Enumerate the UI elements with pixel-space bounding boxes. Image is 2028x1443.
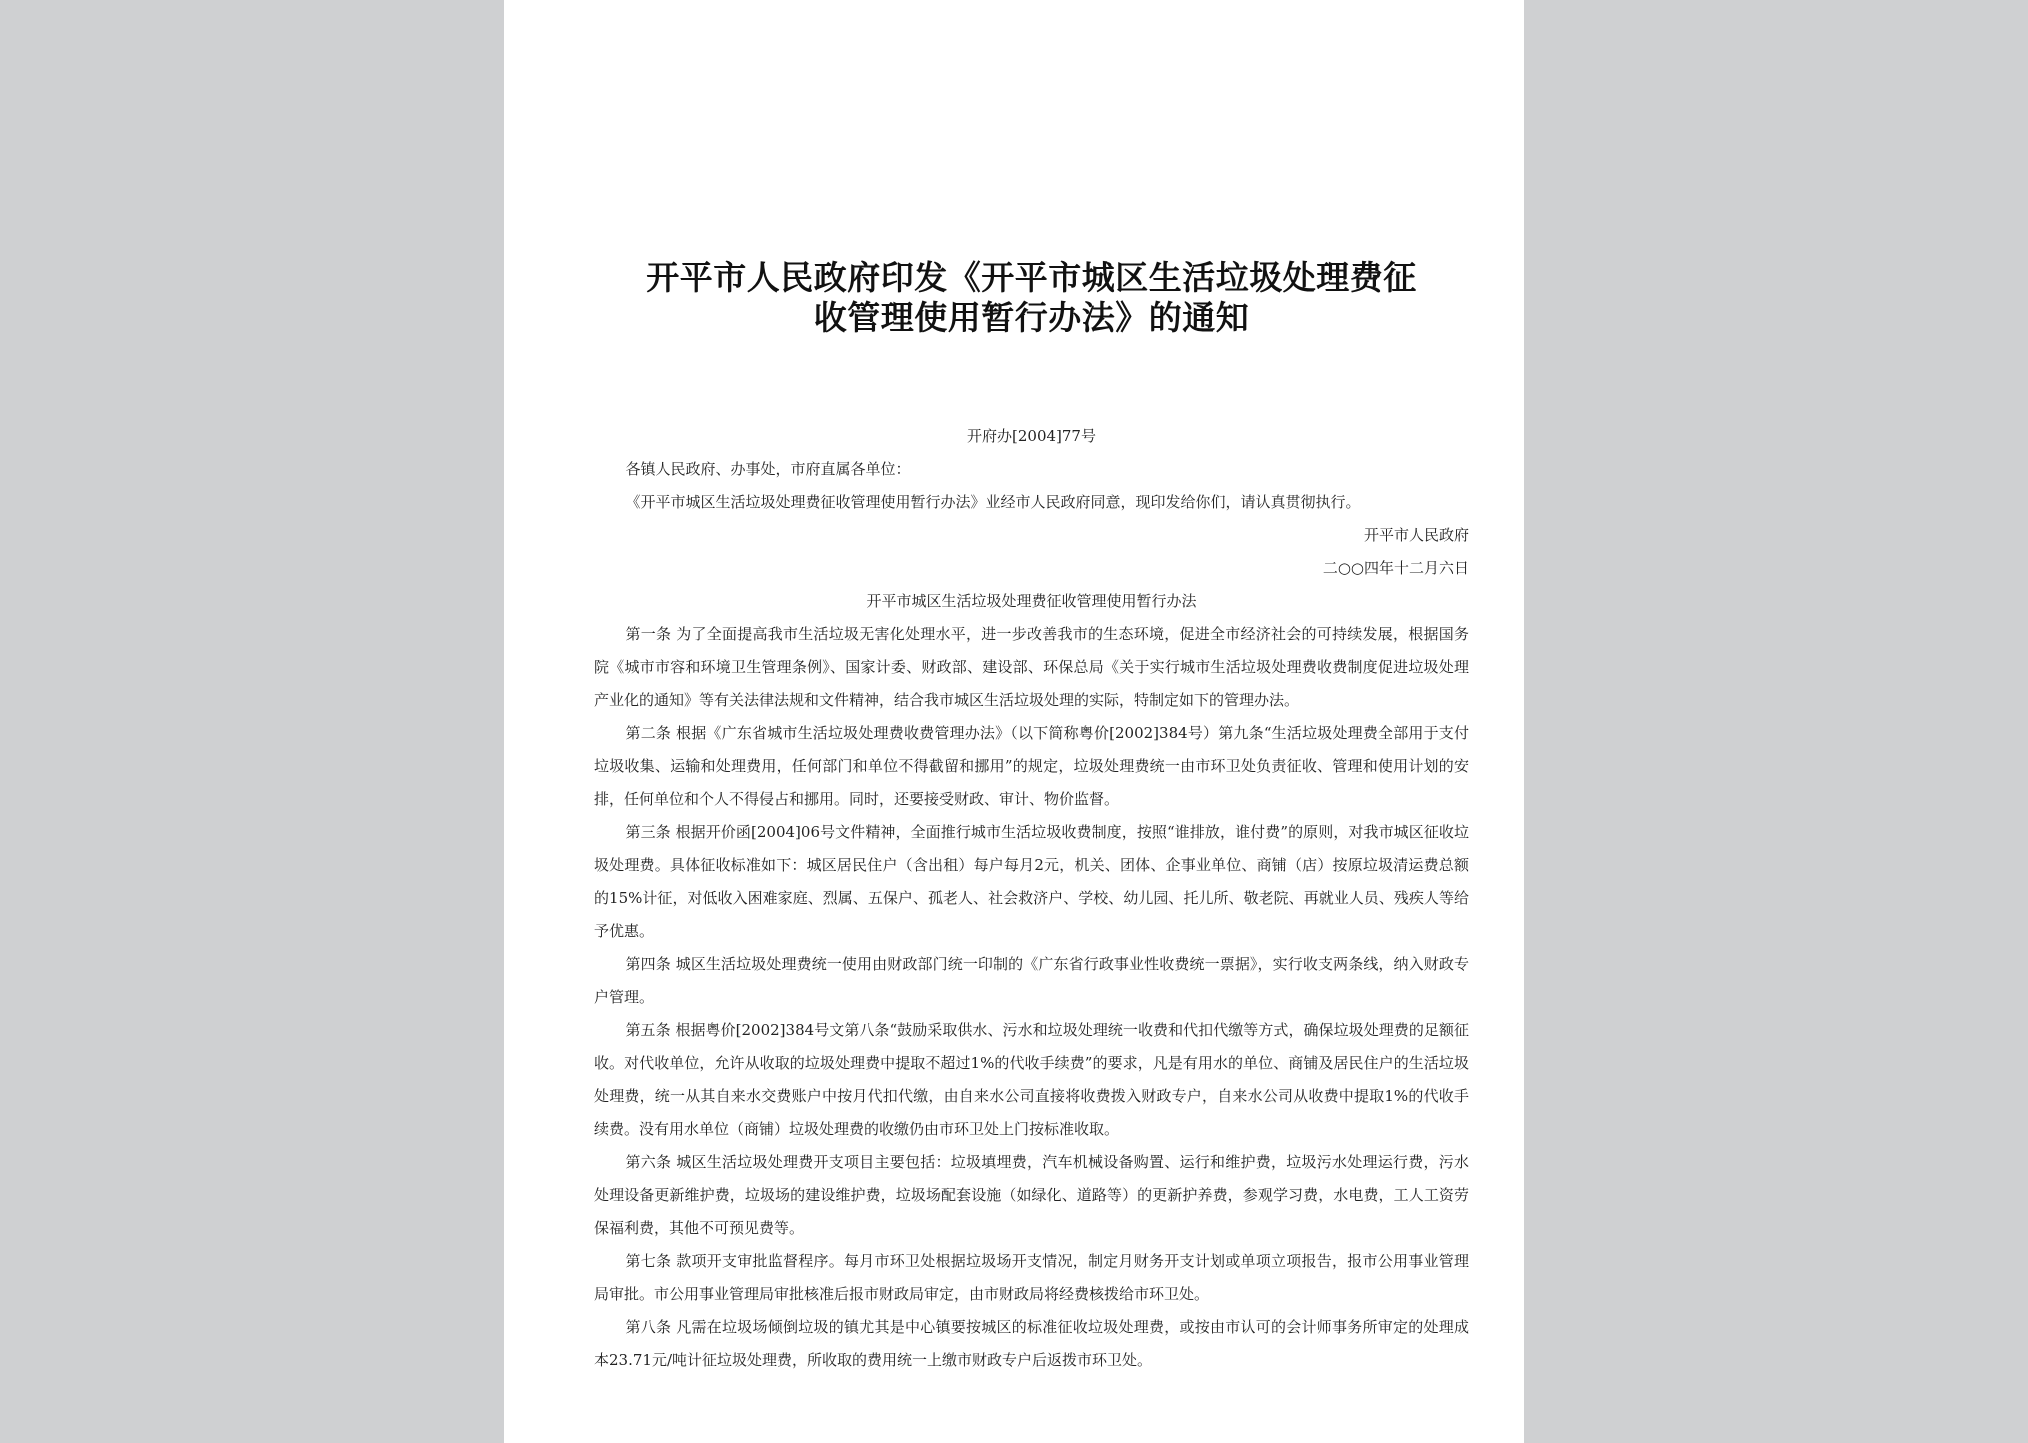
article-7: 第七条 款项开支审批监督程序。每月市环卫处根据垃圾场开支情况，制定月财务开支计划或单项立项报告，报市公用事业管理局审批。市公用事业管理局审批核准后报市财政局审定，由市财政局将经费核拨给市环卫处。 (594, 1252, 1469, 1303)
issuer: 开平市人民政府 (1363, 526, 1469, 544)
title-line-2: 收管理使用暂行办法》的通知 (813, 298, 1250, 337)
article-2: 第二条 根据《广东省城市生活垃圾处理费收费管理办法》（以下简称粤价[2002]384号）第九条“生活垃圾处理费全部用于支付垃圾收集、运输和处理费用，任何部门和单位不得截留和挪用”的规定，垃圾处理费统一由市环卫处负责征收、管理和使用计划的安排，任何单位和个人不得侵占和挪用。同时，还要接受财政、审计、物价监督。 (594, 724, 1469, 808)
article-6: 第六条 城区生活垃圾处理费开支项目主要包括：垃圾填埋费，汽车机械设备购置、运行和维护费，垃圾污水处理运行费，污水处理设备更新维护费，垃圾场的建设维护费，垃圾场配套设施（如绿化、道路等）的更新护养费，参观学习费，水电费，工人工资劳保福利费，其他不可预见费等。 (594, 1153, 1469, 1237)
document-page (504, 0, 1524, 1443)
article-4: 第四条 城区生活垃圾处理费统一使用由财政部门统一印制的《广东省行政事业性收费统一票据》，实行收支两条线，纳入财政专户管理。 (594, 955, 1469, 1006)
document-body (594, 420, 1469, 1377)
article-8: 第八条 凡需在垃圾场倾倒垃圾的镇尤其是中心镇要按城区的标准征收垃圾处理费，或按由市认可的会计师事务所审定的处理成本23.71元/吨计征垃圾处理费，所收取的费用统一上缴市财政专户后返拨市环卫处。 (594, 1318, 1469, 1369)
article-1: 第一条 为了全面提高我市生活垃圾无害化处理水平，进一步改善我市的生态环境，促进全市经济社会的可持续发展，根据国务院《城市市容和环境卫生管理条例》、国家计委、财政部、建设部、环保总局《关于实行城市生活垃圾处理费收费制度促进垃圾处理产业化的通知》等有关法律法规和文件精神，结合我市城区生活垃圾处理的实际，特制定如下的管理办法。 (594, 625, 1469, 709)
article-3: 第三条 根据开价函[2004]06号文件精神，全面推行城市生活垃圾收费制度，按照“谁排放，谁付费”的原则，对我市城区征收垃圾处理费。具体征收标准如下：城区居民住户（含出租）每户每月2元，机关、团体、企事业单位、商铺（店）按原垃圾清运费总额的15%计征，对低收入困难家庭、烈属、五保户、孤老人、社会救济户、学校、幼儿园、托儿所、敬老院、再就业人员、残疾人等给予优惠。 (594, 823, 1469, 940)
document-title (594, 258, 1469, 338)
subtitle: 开平市城区生活垃圾处理费征收管理使用暂行办法 (866, 592, 1197, 610)
doc-number: 开府办[2004]77号 (967, 427, 1096, 445)
intro-paragraph: 《开平市城区生活垃圾处理费征收管理使用暂行办法》业经市人民政府同意，现印发给你们，请认真贯彻执行。 (625, 493, 1361, 511)
title-line-1: 开平市人民政府印发《开平市城区生活垃圾处理费征 (646, 258, 1417, 297)
article-5: 第五条 根据粤价[2002]384号文第八条“鼓励采取供水、污水和垃圾处理统一收费和代扣代缴等方式，确保垃圾处理费的足额征收。对代收单位，允许从收取的垃圾处理费中提取不超过1%的代收手续费”的要求，凡是有用水的单位、商铺及居民住户的生活垃圾处理费，统一从其自来水交费账户中按月代扣代缴，由自来水公司直接将收费拨入财政专户，自来水公司从收费中提取1%的代收手续费。没有用水单位（商铺）垃圾处理费的收缴仍由市环卫处上门按标准收取。 (594, 1021, 1469, 1138)
issue-date: 二○○四年十二月六日 (1322, 559, 1469, 577)
addressee: 各镇人民政府、办事处，市府直属各单位： (625, 460, 911, 478)
